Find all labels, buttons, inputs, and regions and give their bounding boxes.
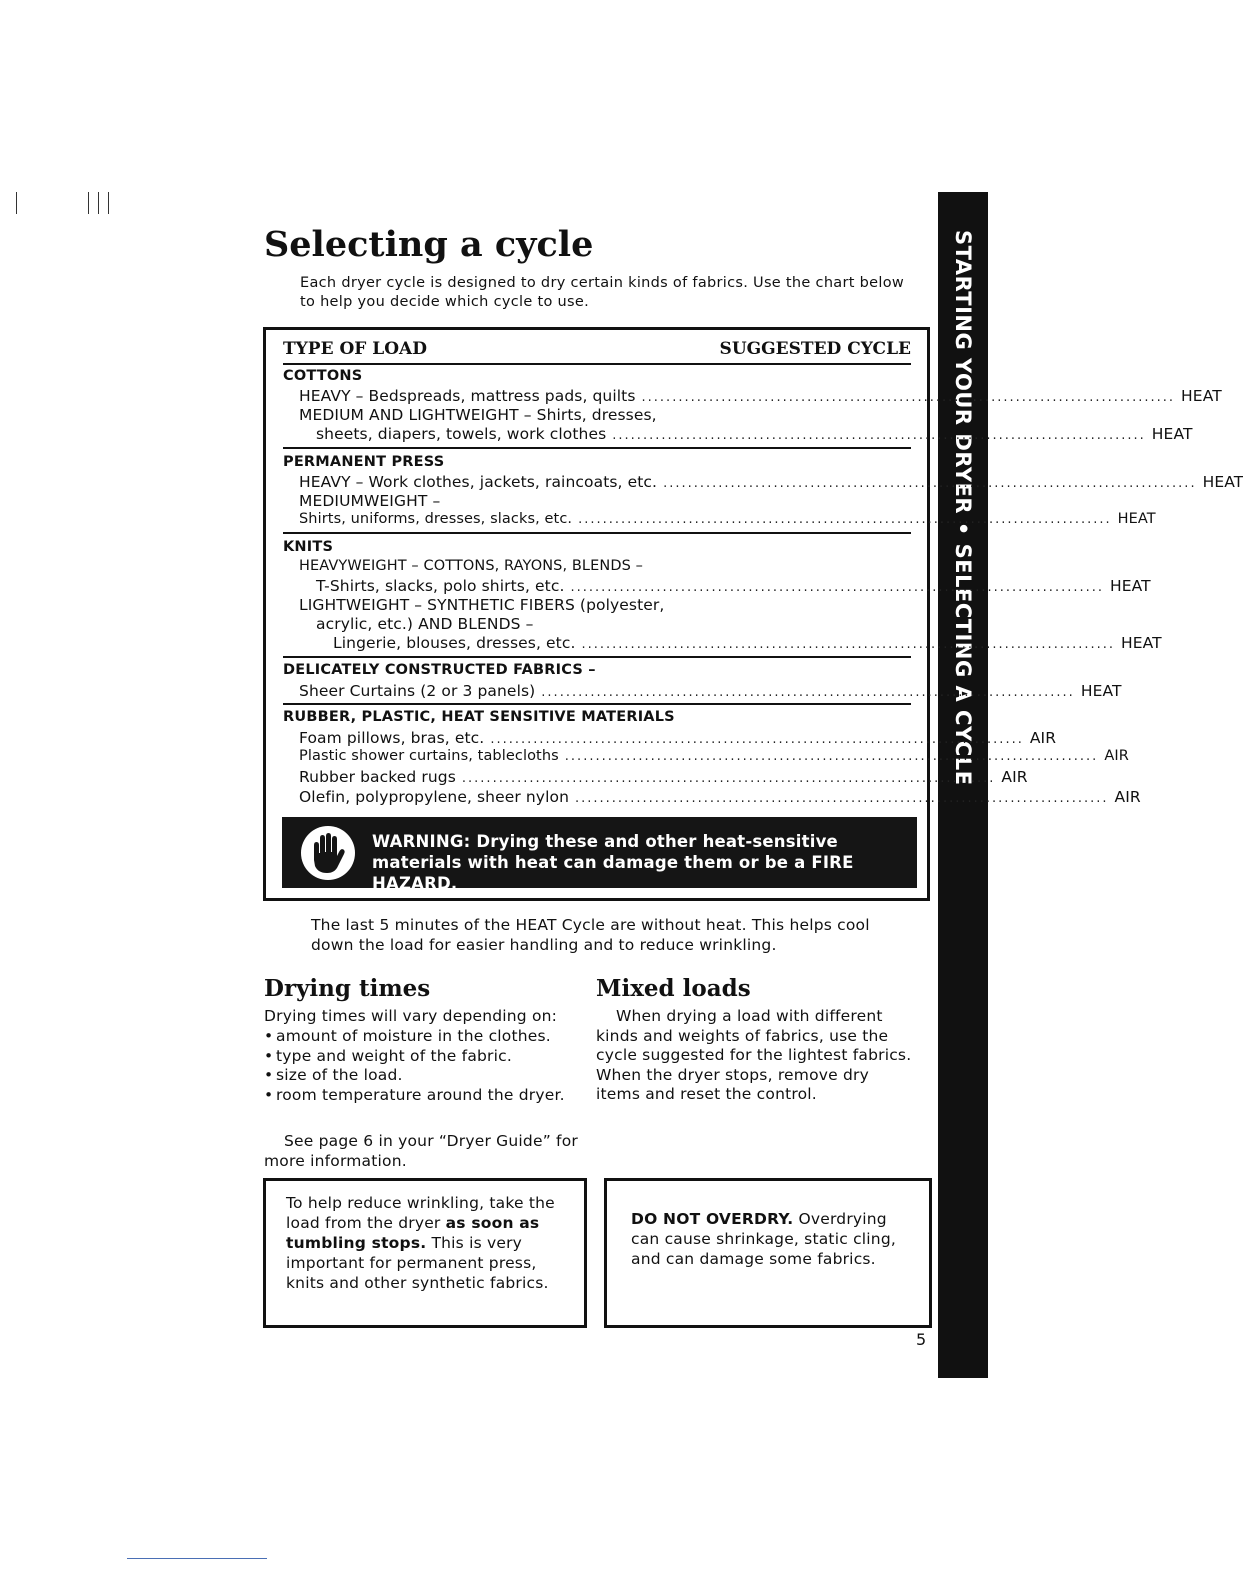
side-tab-label: STARTING YOUR DRYER • SELECTING A CYCLE [951, 230, 975, 786]
row-label: acrylic, etc.) AND BLENDS – [316, 615, 534, 633]
drying-times-heading: Drying times [264, 975, 431, 1002]
scan-mark [98, 192, 99, 214]
row-cycle: HEAT [1202, 473, 1243, 491]
row-label: HEAVY – Work clothes, jackets, raincoats, etc. [299, 473, 658, 491]
leader-dots: ....................................................................................... [490, 732, 1024, 747]
row-label: Shirts, uniforms, dresses, slacks, etc. [299, 511, 573, 527]
bottom-rule [127, 1558, 267, 1559]
chart-row [316, 577, 1151, 595]
row-cycle: AIR [1029, 729, 1057, 747]
row-label: Sheer Curtains (2 or 3 panels) [299, 682, 536, 700]
row-label: MEDIUM AND LIGHTWEIGHT – Shirts, dresses, [299, 406, 657, 424]
hand-warning-icon [300, 825, 356, 881]
mixed-loads-text: When drying a load with different kinds and weights of fabrics, use the cycle suggested for the lightest fabrics. When the dryer stops, remove dry items and reset the control. [596, 1007, 912, 1103]
heat-cycle-note: The last 5 minutes of the HEAT Cycle are without heat. This helps cool down the load for easier handling and to reduce wrinkling. [311, 916, 870, 954]
intro-text: Each dryer cycle is designed to dry certain kinds of fabrics. Use the chart below to help you decide which cycle to use. [300, 275, 905, 310]
chart-row [299, 788, 1141, 806]
row-cycle: HEAT [1080, 682, 1122, 700]
row-cycle: HEAT [1110, 577, 1151, 595]
row-divider [283, 656, 911, 658]
tip-text: This is very important for permanent press, knits and other synthetic fabrics. [286, 1234, 549, 1292]
section-knits: KNITS [283, 539, 334, 555]
row-cycle: HEAT [1151, 425, 1193, 443]
see-page-note: See page 6 in your “Dryer Guide” for more information. [264, 1132, 578, 1170]
list-item: • amount of moisture in the clothes. [264, 1027, 594, 1047]
leader-dots: ....................................................................................... [564, 749, 1099, 764]
page-title: Selecting a cycle [264, 224, 594, 265]
leader-dots: ....................................................................................... [570, 580, 1104, 595]
row-label: Rubber backed rugs [299, 768, 456, 786]
leader-dots: ....................................................................................... [663, 476, 1197, 491]
chart-header [283, 339, 911, 365]
warning-text [372, 831, 912, 894]
row-label: sheets, diapers, towels, work clothes [316, 425, 607, 443]
row-label: MEDIUMWEIGHT – [299, 492, 441, 510]
col-type-header: TYPE OF LOAD [283, 339, 427, 359]
row-divider [283, 447, 911, 449]
page-number: 5 [916, 1330, 927, 1349]
section-permanent-press: PERMANENT PRESS [283, 454, 445, 470]
row-label: HEAVY – Bedspreads, mattress pads, quilts [299, 387, 636, 405]
row-label: T-Shirts, slacks, polo shirts, etc. [316, 577, 565, 595]
row-cycle: AIR [1114, 788, 1141, 806]
leader-dots: ....................................................................................... [578, 512, 1112, 527]
row-label: Foam pillows, bras, etc. [299, 729, 485, 747]
row-label: Olefin, polypropylene, sheer nylon [299, 788, 569, 806]
chart-row [299, 473, 1243, 491]
leader-dots: ....................................................................................... [641, 390, 1176, 405]
leader-dots: ....................................................................................... [461, 771, 996, 786]
overdry-emphasis: DO NOT OVERDRY. [631, 1210, 794, 1228]
leader-dots: ....................................................................................... [581, 637, 1116, 652]
drying-times-lead: Drying times will vary depending on: [264, 1007, 558, 1025]
list-item: • room temperature around the dryer. [264, 1086, 566, 1106]
list-item: • type and weight of the fabric. [264, 1047, 594, 1067]
chart-row [299, 748, 1129, 764]
drying-factors-list [264, 1027, 594, 1105]
section-cottons: COTTONS [283, 368, 363, 384]
chart-row [299, 387, 1222, 405]
row-cycle: HEAT [1121, 634, 1162, 652]
tip-emphasis: as soon as tumbling stops. [286, 1214, 540, 1252]
overdry-text: Overdrying can cause shrinkage, static cling, and can damage some fabrics. [631, 1210, 896, 1268]
col-cycle-header: SUGGESTED CYCLE [719, 339, 911, 359]
wrinkle-tip-box [263, 1178, 587, 1328]
row-cycle: HEAT [1181, 387, 1222, 405]
overdry-warning-box [604, 1178, 932, 1328]
section-delicate: DELICATELY CONSTRUCTED FABRICS – [283, 662, 596, 678]
row-cycle: AIR [1104, 748, 1129, 764]
section-rubber: RUBBER, PLASTIC, HEAT SENSITIVE MATERIALS [283, 709, 675, 725]
row-label: HEAVYWEIGHT – COTTONS, RAYONS, BLENDS – [299, 558, 643, 574]
chart-row [316, 425, 1193, 443]
warning-banner [282, 817, 917, 893]
row-label: Lingerie, blouses, dresses, etc. [333, 634, 576, 652]
chart-row [299, 511, 1156, 527]
leader-dots: ....................................................................................... [612, 428, 1146, 443]
scan-mark [16, 192, 17, 214]
tip-text: To help reduce wrinkling, take the load from the dryer [286, 1194, 555, 1232]
row-label: Plastic shower curtains, tablecloths [299, 748, 559, 764]
chart-row [299, 729, 1057, 747]
row-cycle: AIR [1001, 768, 1028, 786]
chart-row [299, 682, 1122, 700]
leader-dots: ....................................................................................... [541, 685, 1075, 700]
list-item: • size of the load. [264, 1066, 594, 1086]
warning-line: WARNING: Drying these and other heat-sensitive [372, 832, 838, 851]
scan-mark [108, 192, 109, 214]
scan-mark [88, 192, 89, 214]
warning-line: materials with heat can damage them or be a FIRE HAZARD. [372, 853, 854, 893]
mixed-loads-heading: Mixed loads [596, 975, 751, 1002]
row-label: LIGHTWEIGHT – SYNTHETIC FIBERS (polyester, [299, 596, 665, 614]
chart-row [299, 768, 1028, 786]
row-divider [283, 532, 911, 534]
chart-row [333, 634, 1162, 652]
row-cycle: HEAT [1117, 511, 1156, 527]
row-divider [283, 703, 911, 705]
leader-dots: ....................................................................................... [575, 791, 1109, 806]
